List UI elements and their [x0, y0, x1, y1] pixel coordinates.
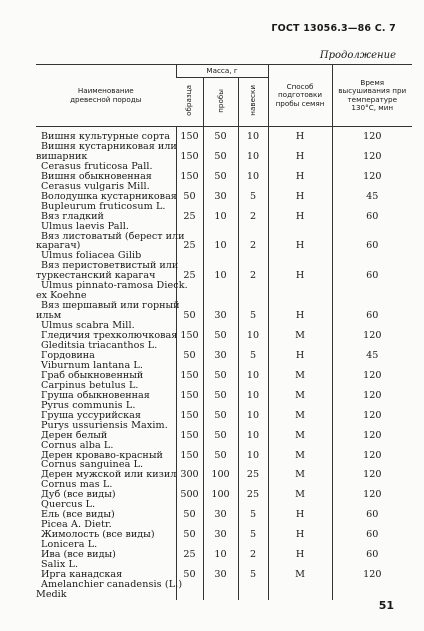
- weight-mass-cell: 2: [238, 202, 268, 222]
- method-cell: Н: [268, 251, 332, 281]
- table-row: [36, 321, 412, 341]
- method-cell: М: [268, 381, 332, 401]
- probe-mass-cell: 50: [203, 127, 238, 142]
- latin-name: Cornus alba L.: [41, 439, 114, 451]
- latin-name: Ulmus scabra Mill.: [41, 320, 135, 332]
- sample-mass-cell: 150: [176, 441, 203, 461]
- sample-mass-cell: 150: [176, 361, 203, 381]
- probe-mass-cell: 50: [203, 321, 238, 341]
- sample-mass-cell: 25: [176, 251, 203, 281]
- species-name-line: Вяз перистоветвистый или: [41, 260, 179, 272]
- table-row: [36, 381, 412, 401]
- species-name-line: Дерен кроваво-красный: [41, 449, 163, 461]
- drying-time-cell: 120: [332, 127, 412, 142]
- latin-name: Gleditsia triacanthos L.: [41, 340, 158, 352]
- drying-time-cell: 45: [332, 182, 412, 202]
- method-cell: М: [268, 460, 332, 480]
- species-name-line: Ива (все виды): [41, 549, 116, 561]
- species-name-cell: [36, 220, 185, 252]
- table-row: [36, 162, 412, 182]
- weight-mass-cell: 10: [238, 421, 268, 441]
- table-row: [36, 580, 412, 600]
- species-name-cell: [36, 341, 176, 361]
- table-row: [36, 127, 412, 142]
- drying-time-cell: 60: [332, 500, 412, 520]
- page-number: 51: [378, 599, 394, 612]
- probe-mass-cell: 30: [203, 341, 238, 361]
- drying-time-cell: 60: [332, 520, 412, 540]
- method-cell: Н: [268, 127, 332, 142]
- latin-name: Picea A. Dietr.: [41, 519, 112, 531]
- species-name-line: Гледичия трехколючковая: [41, 330, 178, 342]
- table-row: [36, 460, 412, 480]
- seed-sampling-table: [36, 64, 412, 600]
- table-row: [36, 421, 412, 441]
- sample-mass-cell: 50: [176, 182, 203, 202]
- column-header-species: Наименование древесной породы: [36, 65, 176, 127]
- sample-mass-cell: 25: [176, 222, 203, 252]
- method-cell: М: [268, 560, 332, 580]
- species-name-line: ильм: [36, 310, 62, 322]
- method-cell: [268, 580, 332, 600]
- latin-name: Purys ussuriensis Maxim.: [41, 419, 168, 431]
- weight-mass-cell: 5: [238, 281, 268, 321]
- drying-time-cell: 120: [332, 142, 412, 162]
- table-row: [36, 341, 412, 361]
- sample-mass-cell: 50: [176, 500, 203, 520]
- latin-name: Pyrus communis L.: [41, 399, 136, 411]
- column-header-drying-time: Время высушивания при температуре 130°С, мин: [332, 65, 412, 127]
- table-row: [36, 500, 412, 520]
- species-name-line: Володушка кустарниковая: [41, 190, 177, 202]
- latin-name: Amelanchier canadensis (L.): [41, 578, 183, 590]
- species-name-line: Ель (все виды): [41, 509, 115, 521]
- latin-name: Ulmus laevis Pall.: [41, 220, 130, 232]
- column-header-weight: навески: [238, 78, 268, 127]
- method-cell: Н: [268, 500, 332, 520]
- species-name-line: Груша обыкновенная: [41, 389, 150, 401]
- method-cell: Н: [268, 540, 332, 560]
- species-name-cell: [36, 142, 176, 162]
- species-name-cell: [36, 441, 176, 461]
- drying-time-cell: [332, 580, 412, 600]
- sample-mass-cell: 25: [176, 540, 203, 560]
- latin-name: Bupleurum fruticosum L.: [41, 200, 166, 212]
- species-name-line: туркестанский карагач: [36, 270, 156, 282]
- drying-time-cell: 120: [332, 381, 412, 401]
- species-name-line: карагач): [36, 240, 81, 252]
- species-name-cell: [36, 127, 176, 142]
- probe-mass-cell: 30: [203, 500, 238, 520]
- weight-mass-cell: [238, 580, 268, 600]
- probe-mass-cell: 30: [203, 281, 238, 321]
- method-cell: М: [268, 421, 332, 441]
- standard-header: ГОСТ 13056.3—86 С. 7: [271, 23, 396, 34]
- table-row: [36, 281, 412, 321]
- weight-mass-cell: 10: [238, 127, 268, 142]
- table-body: [36, 127, 412, 600]
- column-header-probe: пробы: [203, 78, 238, 127]
- drying-time-cell: 60: [332, 540, 412, 560]
- method-cell: М: [268, 441, 332, 461]
- weight-mass-cell: 25: [238, 480, 268, 500]
- method-cell: Н: [268, 520, 332, 540]
- weight-mass-cell: 25: [238, 460, 268, 480]
- sample-mass-cell: 50: [176, 281, 203, 321]
- sample-mass-cell: 50: [176, 341, 203, 361]
- latin-name: Ulmus foliacea Gilib: [41, 250, 142, 262]
- table-row: [36, 401, 412, 421]
- drying-time-cell: 120: [332, 441, 412, 461]
- weight-mass-cell: 10: [238, 361, 268, 381]
- probe-mass-cell: 30: [203, 520, 238, 540]
- sample-mass-cell: 150: [176, 127, 203, 142]
- method-cell: Н: [268, 341, 332, 361]
- probe-mass-cell: 100: [203, 480, 238, 500]
- drying-time-cell: 120: [332, 162, 412, 182]
- table-row: [36, 441, 412, 461]
- latin-name: Viburnum lantana L.: [41, 359, 144, 371]
- probe-mass-cell: 50: [203, 441, 238, 461]
- species-name-cell: [36, 321, 176, 341]
- species-name-cell: [36, 520, 176, 540]
- probe-mass-cell: 100: [203, 460, 238, 480]
- species-name-line: вишарник: [36, 150, 88, 162]
- latin-name: Salix L.: [41, 558, 79, 570]
- probe-mass-cell: 10: [203, 251, 238, 281]
- sample-mass-cell: 150: [176, 381, 203, 401]
- weight-mass-cell: 5: [238, 341, 268, 361]
- sample-mass-cell: 150: [176, 142, 203, 162]
- table-row: [36, 540, 412, 560]
- species-name-cell: [36, 202, 176, 222]
- drying-time-cell: 120: [332, 361, 412, 381]
- species-name-cell: [36, 560, 176, 580]
- latin-name: Quercus L.: [41, 499, 96, 511]
- method-cell: Н: [268, 162, 332, 182]
- species-name-line: Medik: [36, 588, 67, 600]
- species-name-line: Вяз листоватый (берест или: [41, 230, 185, 242]
- drying-time-cell: 120: [332, 560, 412, 580]
- weight-mass-cell: 10: [238, 441, 268, 461]
- species-name-line: Вишня кустарниковая или: [41, 140, 177, 152]
- weight-mass-cell: 10: [238, 162, 268, 182]
- latin-name: Cerasus vulgaris Mill.: [41, 180, 150, 192]
- sample-mass-cell: 500: [176, 480, 203, 500]
- drying-time-cell: 120: [332, 460, 412, 480]
- method-cell: М: [268, 321, 332, 341]
- weight-mass-cell: 10: [238, 142, 268, 162]
- drying-time-cell: 45: [332, 341, 412, 361]
- species-name-cell: [36, 250, 179, 282]
- species-name-line: ex Koehne: [36, 290, 87, 302]
- drying-time-cell: 120: [332, 480, 412, 500]
- species-name-line: Граб обыкновенный: [41, 369, 144, 381]
- latin-name: Cornus mas L.: [41, 479, 113, 491]
- species-name-cell: [36, 401, 176, 421]
- species-name-line: Гордовина: [41, 349, 95, 361]
- column-header-method: Способ подготовки пробы семян: [268, 65, 332, 127]
- species-name-cell: [36, 480, 176, 500]
- drying-time-cell: 60: [332, 202, 412, 222]
- table-row: [36, 560, 412, 580]
- species-name-cell: [36, 162, 176, 182]
- method-cell: Н: [268, 202, 332, 222]
- table-row: [36, 520, 412, 540]
- probe-mass-cell: 30: [203, 182, 238, 202]
- latin-name: Ulmus pinnato-ramosa Dieck.: [41, 280, 188, 292]
- probe-mass-cell: 50: [203, 401, 238, 421]
- species-name-line: Ирга канадская: [41, 568, 123, 580]
- species-name-cell: [36, 460, 176, 480]
- probe-mass-cell: [203, 580, 238, 600]
- species-name-line: Дуб (все виды): [41, 489, 116, 501]
- species-name-cell: [36, 421, 176, 441]
- sample-mass-cell: 300: [176, 460, 203, 480]
- species-name-line: Дерен белый: [41, 429, 108, 441]
- probe-mass-cell: 50: [203, 142, 238, 162]
- species-name-cell: [36, 500, 176, 520]
- species-name-cell: [36, 381, 176, 401]
- drying-time-cell: 120: [332, 401, 412, 421]
- sample-mass-cell: 25: [176, 202, 203, 222]
- species-name-line: Вишня культурные сорта: [41, 131, 170, 142]
- sample-mass-cell: 150: [176, 321, 203, 341]
- drying-time-cell: 120: [332, 421, 412, 441]
- table-row: [36, 251, 412, 281]
- probe-mass-cell: 50: [203, 421, 238, 441]
- species-name-line: Груша уссурийская: [41, 409, 141, 421]
- probe-mass-cell: 50: [203, 361, 238, 381]
- weight-mass-cell: 5: [238, 182, 268, 202]
- probe-mass-cell: 50: [203, 162, 238, 182]
- species-name-cell: [36, 540, 176, 560]
- species-name-line: Вишня обыкновенная: [41, 170, 152, 182]
- drying-time-cell: 60: [332, 281, 412, 321]
- weight-mass-cell: 2: [238, 251, 268, 281]
- probe-mass-cell: 10: [203, 222, 238, 252]
- species-name-line: Дерен мужской или кизил: [41, 469, 177, 481]
- weight-mass-cell: 10: [238, 321, 268, 341]
- sample-mass-cell: 50: [176, 560, 203, 580]
- weight-mass-cell: 5: [238, 500, 268, 520]
- weight-mass-cell: 2: [238, 540, 268, 560]
- sample-mass-cell: 150: [176, 421, 203, 441]
- species-name-cell: [36, 361, 176, 381]
- probe-mass-cell: 50: [203, 381, 238, 401]
- species-name-cell: [36, 578, 183, 600]
- latin-name: Cornus sanguinea L.: [41, 459, 144, 471]
- table-row: [36, 480, 412, 500]
- table-row: [36, 182, 412, 202]
- table-row: [36, 142, 412, 162]
- weight-mass-cell: 5: [238, 560, 268, 580]
- latin-name: Carpinus betulus L.: [41, 379, 139, 391]
- method-cell: М: [268, 361, 332, 381]
- method-cell: Н: [268, 182, 332, 202]
- drying-time-cell: 120: [332, 321, 412, 341]
- method-cell: Н: [268, 222, 332, 252]
- method-cell: М: [268, 401, 332, 421]
- table-row: [36, 361, 412, 381]
- species-name-line: Жимолость (все виды): [41, 529, 155, 541]
- method-cell: М: [268, 480, 332, 500]
- probe-mass-cell: 10: [203, 202, 238, 222]
- species-name-line: Вяз шершавый или горный: [41, 300, 180, 312]
- latin-name: Lonicera L.: [41, 539, 98, 551]
- table-row: [36, 222, 412, 252]
- continuation-label: Продолжение: [319, 50, 396, 61]
- method-cell: Н: [268, 281, 332, 321]
- column-header-sample: образца: [176, 78, 203, 127]
- sample-mass-cell: 150: [176, 162, 203, 182]
- sample-mass-cell: 150: [176, 401, 203, 421]
- probe-mass-cell: 30: [203, 560, 238, 580]
- species-name-cell: [36, 280, 188, 322]
- species-name-line: Вяз гладкий: [41, 210, 104, 222]
- latin-name: Cerasus fruticosa Pall.: [41, 160, 153, 172]
- weight-mass-cell: 2: [238, 222, 268, 252]
- species-name-cell: [36, 182, 176, 202]
- weight-mass-cell: 10: [238, 381, 268, 401]
- weight-mass-cell: 10: [238, 401, 268, 421]
- table-row: [36, 202, 412, 222]
- sample-mass-cell: 50: [176, 520, 203, 540]
- method-cell: Н: [268, 142, 332, 162]
- weight-mass-cell: 5: [238, 520, 268, 540]
- drying-time-cell: 60: [332, 251, 412, 281]
- drying-time-cell: 60: [332, 222, 412, 252]
- column-header-mass-group: Масса, г: [176, 65, 268, 78]
- probe-mass-cell: 10: [203, 540, 238, 560]
